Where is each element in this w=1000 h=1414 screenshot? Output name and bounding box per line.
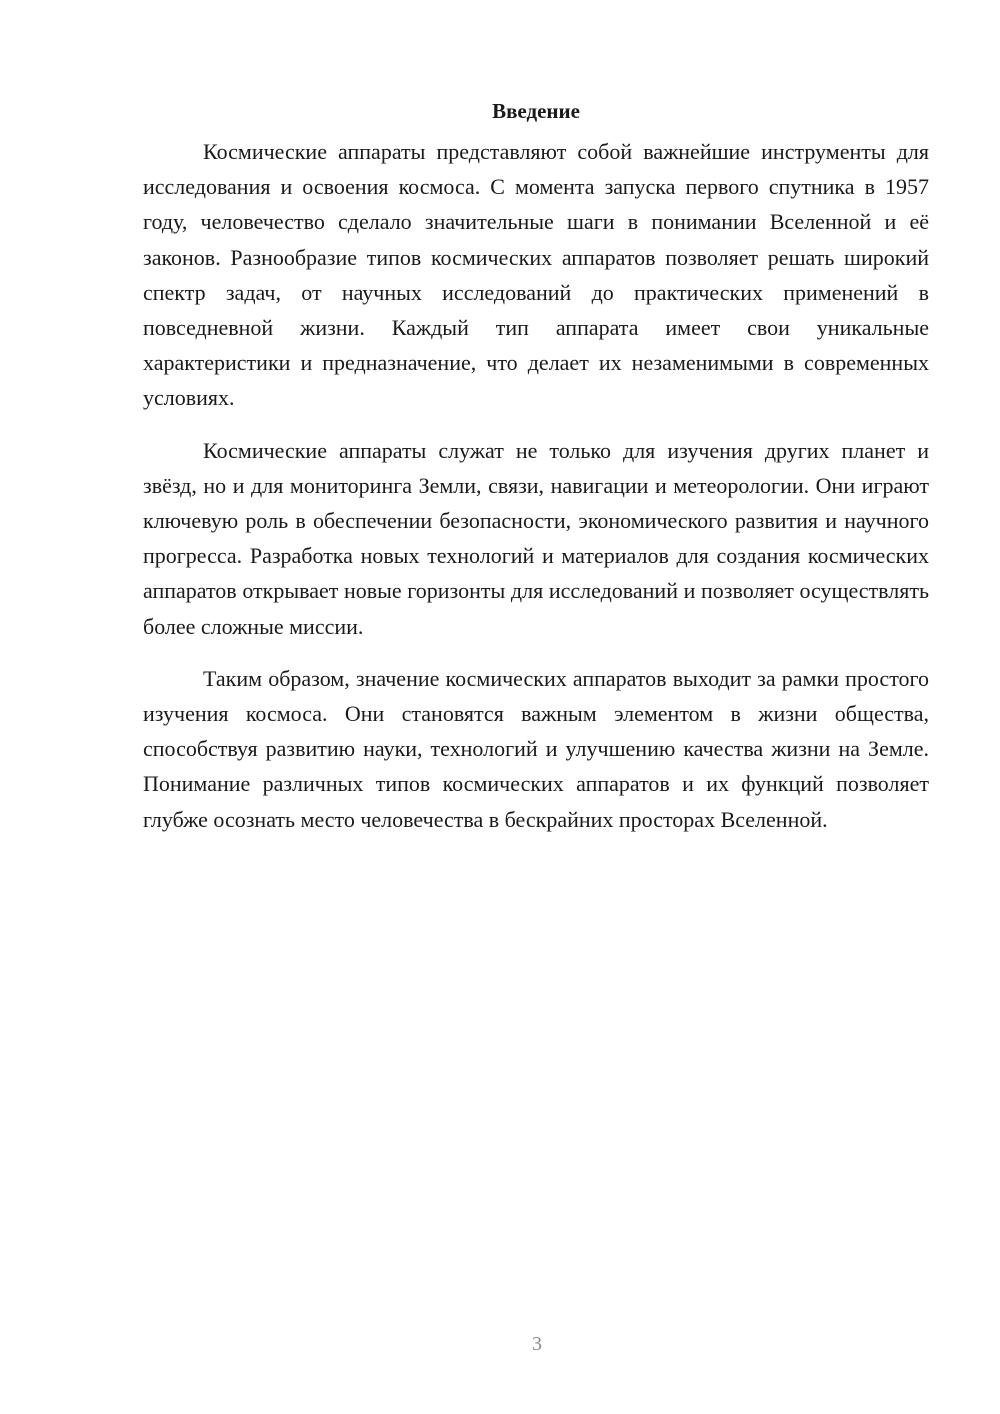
paragraph-3: Таким образом, значение космических аппаратов выходит за рамки простого изучения космоса. Они становятся важным элементом в жизни общества, способствуя развитию науки, технологий и улучшению качества жизни на Земле. Понимание различных типов космических аппаратов и их функций позволяет глубже осознать место человечества в бескрайних просторах Вселенной. [143, 665, 929, 832]
page-number: 3 [532, 1333, 542, 1355]
page-content [143, 94, 929, 854]
paragraph-2: Космические аппараты служат не только для изучения других планет и звёзд, но и для мониторинга Земли, связи, навигации и метеорологии. Они играют ключевую роль в обеспечении безопасности, экономического развития и научного прогресса. Разработка новых технологий и материалов для создания космических аппаратов открывает новые горизонты для исследований и позволяет осуществлять более сложные миссии. [143, 437, 929, 639]
paragraph-1: Космические аппараты представляют собой важнейшие инструменты для исследования и освоения космоса. С момента запуска первого спутника в 1957 году, человечество сделало значительные шаги в понимании Вселенной и её законов. Разнообразие типов космических аппаратов позволяет решать широкий спектр задач, от научных исследований до практических применений в повседневной жизни. Каждый тип аппарата имеет свои уникальные характеристики и предназначение, что делает их незаменимыми в современных условиях. [143, 139, 929, 411]
section-heading: Введение [492, 99, 580, 123]
